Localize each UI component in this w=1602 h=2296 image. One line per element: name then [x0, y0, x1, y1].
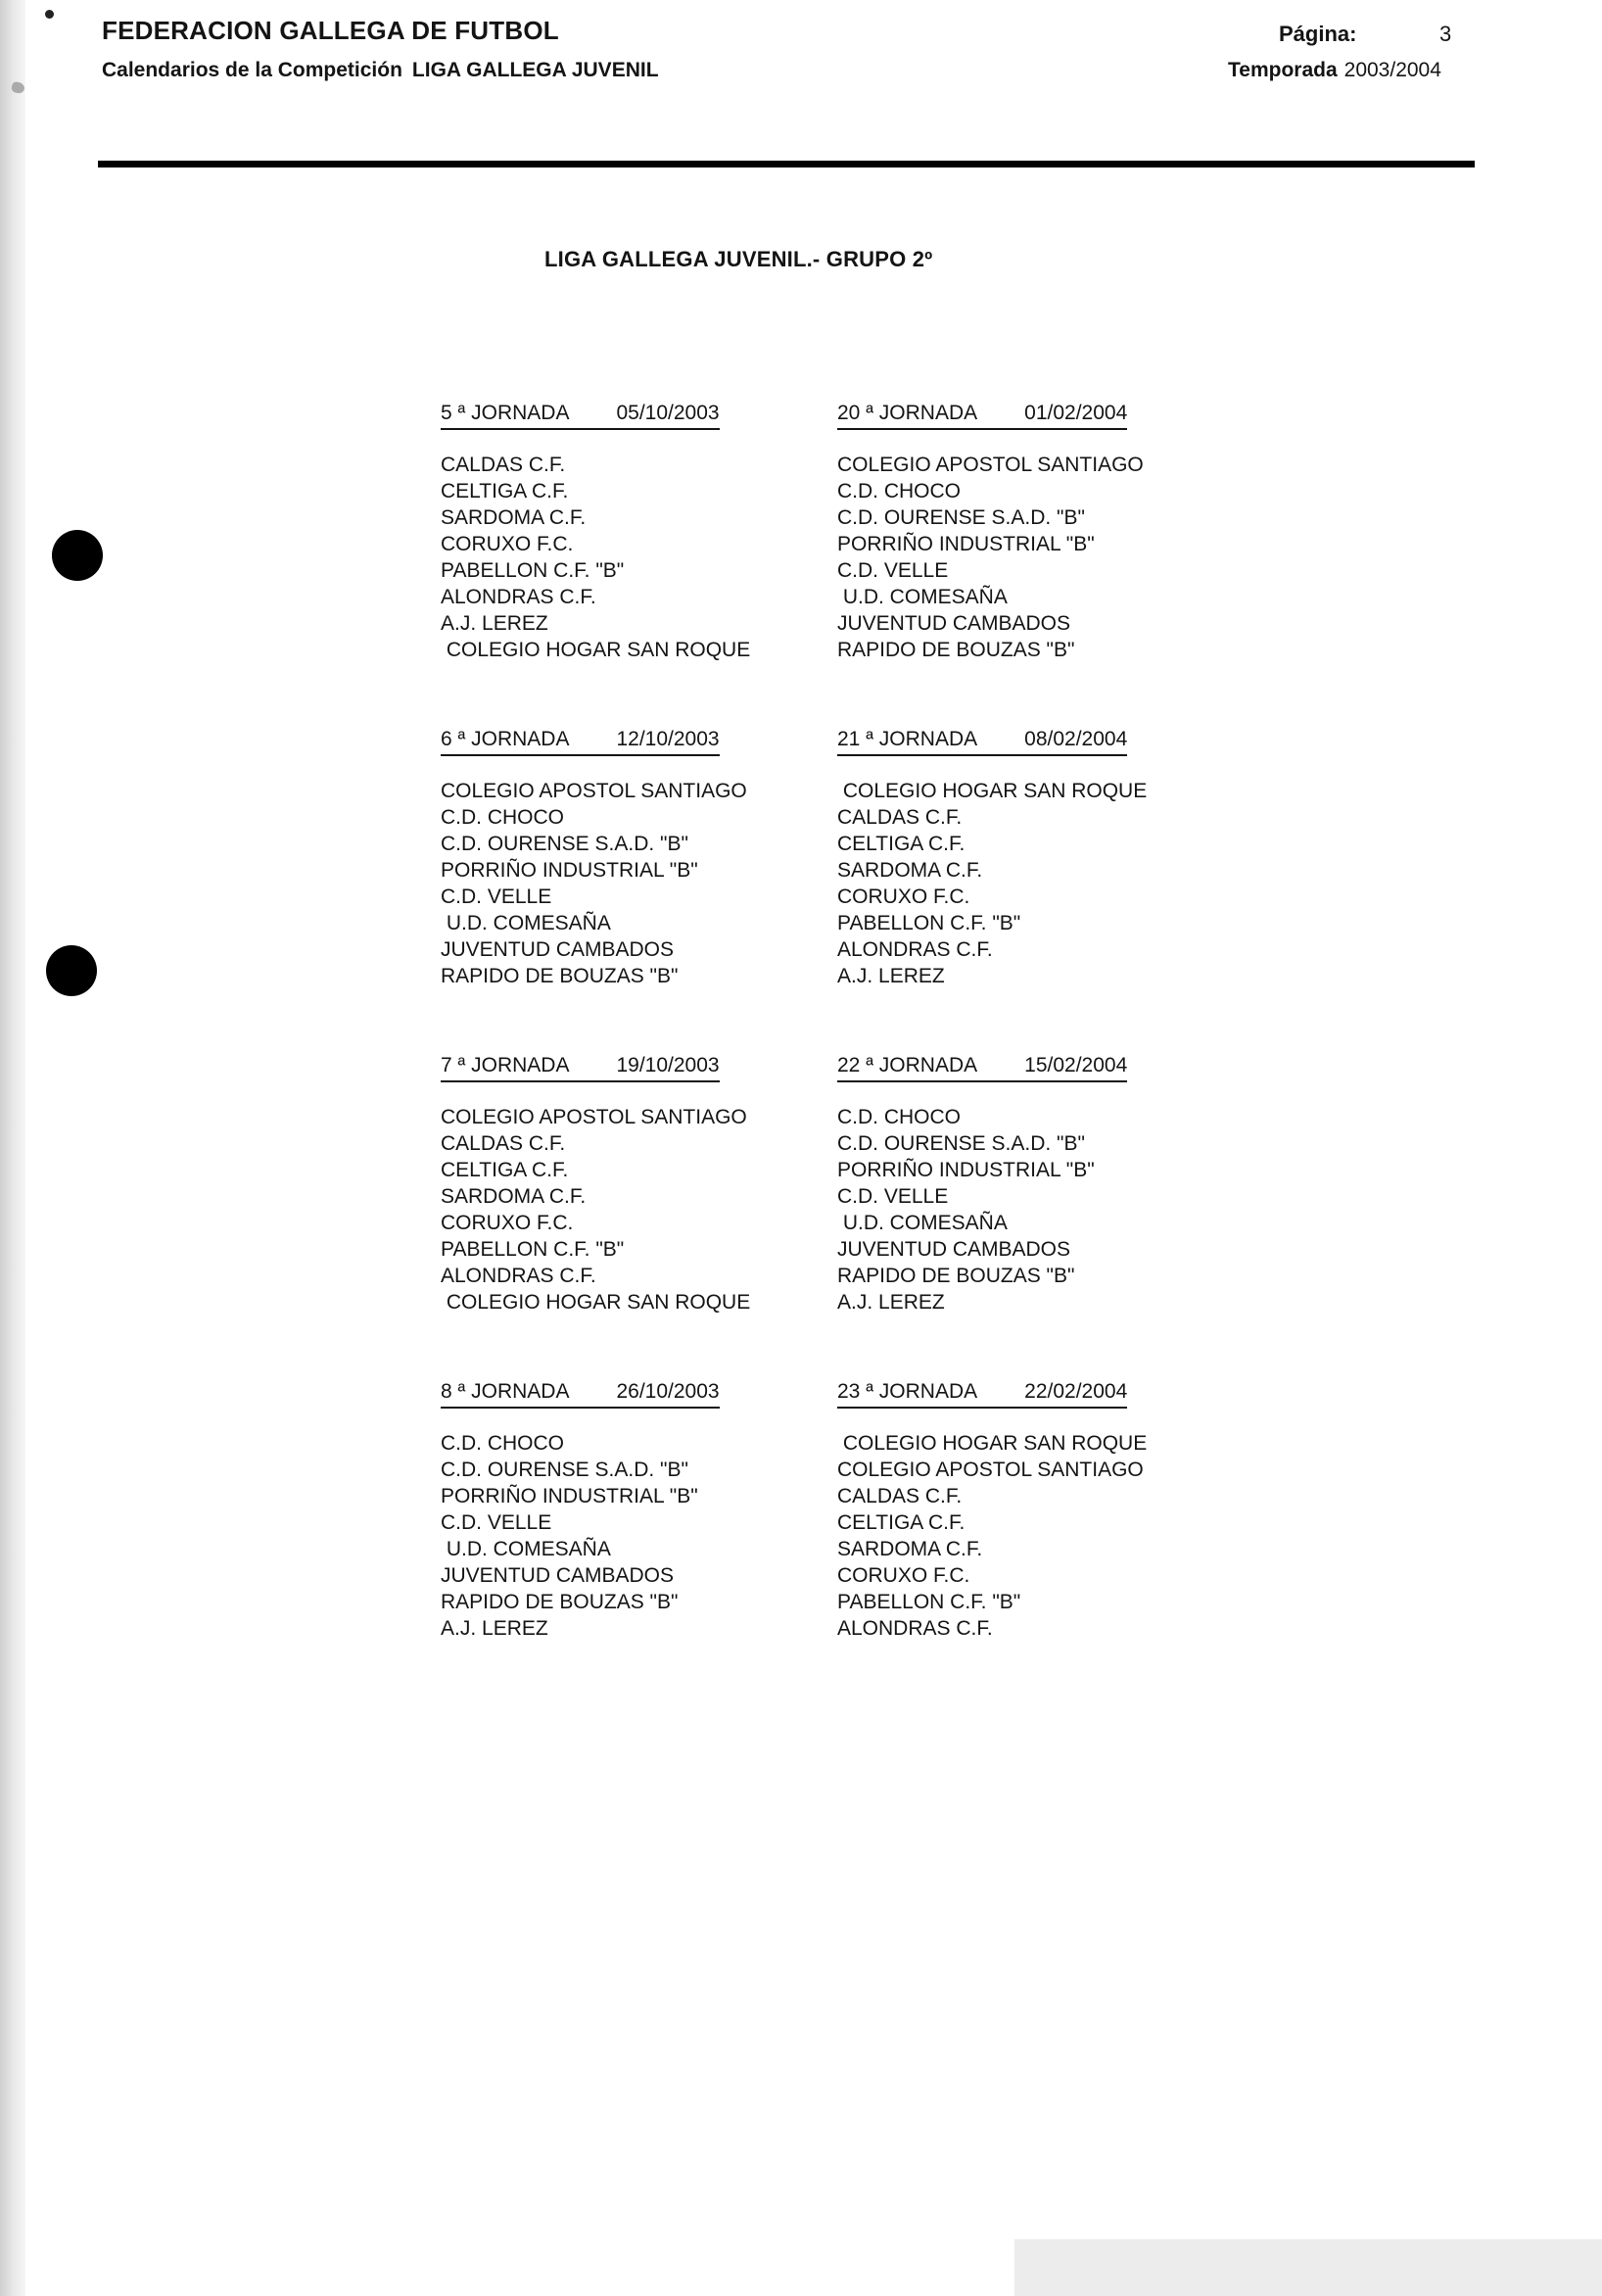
- jornada-date: 01/02/2004: [1024, 402, 1128, 424]
- team-name: C.D. VELLE: [441, 1511, 552, 1534]
- jornada-label: 21 ª JORNADA: [837, 728, 978, 750]
- team-name: A.J. LEREZ: [837, 965, 945, 987]
- jornada-header: [837, 1380, 1127, 1409]
- team-name: PORRIÑO INDUSTRIAL "B": [441, 1485, 698, 1507]
- jornada-block: [837, 1380, 1147, 1706]
- team-name: COLEGIO HOGAR SAN ROQUE: [837, 1432, 1148, 1455]
- team-name: CORUXO F.C.: [441, 1212, 574, 1234]
- hole-punch: [52, 530, 103, 581]
- page-number: 3: [1439, 22, 1452, 46]
- team-name: COLEGIO APOSTOL SANTIAGO: [441, 780, 747, 802]
- team-name: CELTIGA C.F.: [837, 1511, 966, 1534]
- team-name: PABELLON C.F. "B": [441, 1238, 625, 1261]
- jornadas-column-right: [837, 402, 1147, 1706]
- jornada-block: [837, 728, 1147, 1054]
- team-name: CALDAS C.F.: [441, 454, 566, 476]
- team-name: PORRIÑO INDUSTRIAL "B": [441, 859, 698, 882]
- jornada-date: 19/10/2003: [616, 1054, 720, 1076]
- team-name: RAPIDO DE BOUZAS "B": [441, 1591, 679, 1613]
- team-list: [837, 452, 1147, 663]
- team-list: [837, 778, 1147, 989]
- team-name: C.D. OURENSE S.A.D. "B": [837, 506, 1085, 529]
- team-name: PABELLON C.F. "B": [441, 559, 625, 582]
- team-name: A.J. LEREZ: [441, 1617, 548, 1640]
- team-name: SARDOMA C.F.: [441, 1185, 587, 1208]
- team-name: C.D. OURENSE S.A.D. "B": [441, 833, 688, 855]
- team-name: CORUXO F.C.: [441, 533, 574, 555]
- team-name: RAPIDO DE BOUZAS "B": [837, 1265, 1075, 1287]
- team-name: RAPIDO DE BOUZAS "B": [441, 965, 679, 987]
- team-list: [441, 778, 750, 989]
- team-name: PORRIÑO INDUSTRIAL "B": [837, 1159, 1095, 1181]
- team-name: COLEGIO APOSTOL SANTIAGO: [837, 1459, 1144, 1481]
- jornada-date: 05/10/2003: [616, 402, 720, 424]
- team-name: CALDAS C.F.: [837, 806, 963, 829]
- team-list: [837, 1104, 1147, 1315]
- team-name: COLEGIO HOGAR SAN ROQUE: [441, 1291, 751, 1314]
- team-name: C.D. VELLE: [441, 885, 552, 908]
- jornada-header: [441, 728, 720, 756]
- team-name: COLEGIO HOGAR SAN ROQUE: [837, 780, 1148, 802]
- team-name: RAPIDO DE BOUZAS "B": [837, 639, 1075, 661]
- team-name: ALONDRAS C.F.: [837, 938, 993, 961]
- team-name: U.D. COMESAÑA: [441, 912, 611, 934]
- team-name: CELTIGA C.F.: [441, 480, 569, 502]
- team-name: JUVENTUD CAMBADOS: [837, 1238, 1071, 1261]
- team-name: U.D. COMESAÑA: [441, 1538, 611, 1560]
- scan-edge-artifact: [0, 0, 25, 2296]
- team-name: JUVENTUD CAMBADOS: [441, 938, 675, 961]
- team-name: JUVENTUD CAMBADOS: [441, 1564, 675, 1587]
- jornadas-column-left: [441, 402, 750, 1706]
- team-list: [441, 452, 750, 663]
- jornada-label: 7 ª JORNADA: [441, 1054, 570, 1076]
- jornada-label: 6 ª JORNADA: [441, 728, 570, 750]
- hole-punch: [46, 945, 97, 996]
- page-label: Página:: [1279, 22, 1357, 46]
- jornada-block: [441, 1380, 750, 1706]
- jornada-date: 08/02/2004: [1024, 728, 1128, 750]
- team-name: C.D. OURENSE S.A.D. "B": [441, 1459, 688, 1481]
- team-name: C.D. CHOCO: [837, 1106, 961, 1128]
- team-name: A.J. LEREZ: [441, 612, 548, 635]
- jornada-label: 5 ª JORNADA: [441, 402, 570, 424]
- competition-line: [102, 59, 659, 82]
- jornada-label: 20 ª JORNADA: [837, 402, 978, 424]
- season-label: Temporada: [1228, 59, 1338, 81]
- season-line: [1228, 59, 1441, 82]
- jornada-date: 26/10/2003: [616, 1380, 720, 1403]
- team-name: CORUXO F.C.: [837, 1564, 970, 1587]
- team-name: JUVENTUD CAMBADOS: [837, 612, 1071, 635]
- competition-prefix: Calendarios de la Competición: [102, 59, 402, 81]
- jornada-date: 22/02/2004: [1024, 1380, 1128, 1403]
- team-name: SARDOMA C.F.: [441, 506, 587, 529]
- team-name: PABELLON C.F. "B": [837, 1591, 1021, 1613]
- header-rule: [98, 161, 1475, 167]
- jornada-header: [837, 728, 1127, 756]
- jornada-header: [441, 1380, 720, 1409]
- team-name: U.D. COMESAÑA: [837, 1212, 1008, 1234]
- ink-speck: [45, 10, 54, 19]
- team-name: C.D. CHOCO: [441, 1432, 564, 1455]
- team-name: PABELLON C.F. "B": [837, 912, 1021, 934]
- jornada-header: [441, 402, 720, 430]
- jornada-block: [837, 1054, 1147, 1380]
- team-list: [441, 1104, 750, 1315]
- jornada-label: 8 ª JORNADA: [441, 1380, 570, 1403]
- jornada-block: [441, 728, 750, 1054]
- team-name: U.D. COMESAÑA: [837, 586, 1008, 608]
- team-name: COLEGIO APOSTOL SANTIAGO: [441, 1106, 747, 1128]
- team-name: CALDAS C.F.: [441, 1132, 566, 1155]
- organization-title: FEDERACION GALLEGA DE FUTBOL: [102, 16, 559, 45]
- team-name: PORRIÑO INDUSTRIAL "B": [837, 533, 1095, 555]
- team-name: SARDOMA C.F.: [837, 1538, 983, 1560]
- team-list: [441, 1430, 750, 1642]
- team-name: ALONDRAS C.F.: [837, 1617, 993, 1640]
- jornada-block: [441, 402, 750, 728]
- jornada-header: [837, 1054, 1127, 1082]
- competition-name: LIGA GALLEGA JUVENIL: [411, 59, 659, 81]
- team-name: C.D. VELLE: [837, 559, 949, 582]
- jornada-block: [441, 1054, 750, 1380]
- jornada-header: [441, 1054, 720, 1082]
- jornada-date: 15/02/2004: [1024, 1054, 1128, 1076]
- team-name: CALDAS C.F.: [837, 1485, 963, 1507]
- team-list: [837, 1430, 1147, 1642]
- team-name: COLEGIO APOSTOL SANTIAGO: [837, 454, 1144, 476]
- team-name: CELTIGA C.F.: [837, 833, 966, 855]
- scan-bottom-artifact: [1014, 2239, 1602, 2296]
- jornada-label: 22 ª JORNADA: [837, 1054, 978, 1076]
- team-name: A.J. LEREZ: [837, 1291, 945, 1314]
- season-value: 2003/2004: [1343, 59, 1441, 81]
- group-title: LIGA GALLEGA JUVENIL.- GRUPO 2º: [544, 247, 933, 271]
- team-name: ALONDRAS C.F.: [441, 586, 596, 608]
- team-name: CORUXO F.C.: [837, 885, 970, 908]
- team-name: C.D. VELLE: [837, 1185, 949, 1208]
- jornada-label: 23 ª JORNADA: [837, 1380, 978, 1403]
- team-name: C.D. CHOCO: [837, 480, 961, 502]
- jornada-date: 12/10/2003: [616, 728, 720, 750]
- jornada-block: [837, 402, 1147, 728]
- jornada-header: [837, 402, 1127, 430]
- team-name: C.D. CHOCO: [441, 806, 564, 829]
- team-name: C.D. OURENSE S.A.D. "B": [837, 1132, 1085, 1155]
- team-name: SARDOMA C.F.: [837, 859, 983, 882]
- team-name: CELTIGA C.F.: [441, 1159, 569, 1181]
- team-name: COLEGIO HOGAR SAN ROQUE: [441, 639, 751, 661]
- team-name: ALONDRAS C.F.: [441, 1265, 596, 1287]
